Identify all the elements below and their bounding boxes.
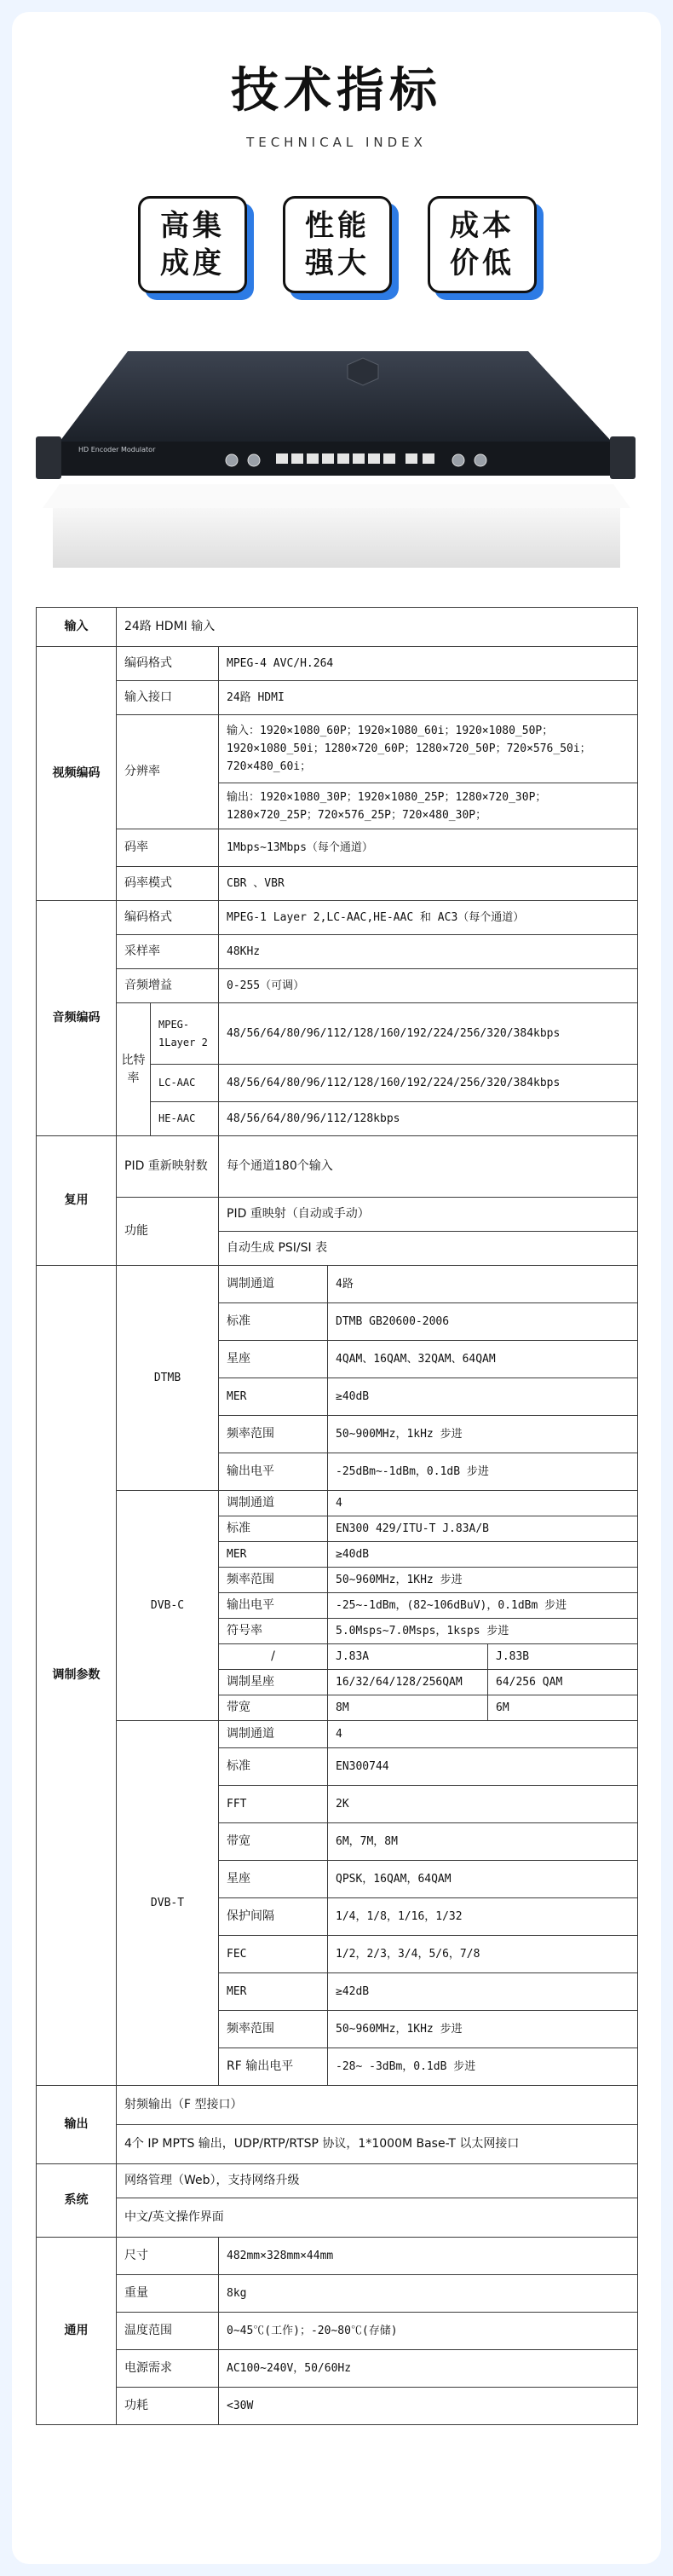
category-output: 输出: [37, 2086, 117, 2164]
label-cell: MER: [219, 1542, 328, 1568]
label-cell: 频率范围: [219, 1416, 328, 1453]
rack-ear-left: [36, 436, 61, 479]
value-cell: 6M，7M，8M: [328, 1823, 638, 1861]
label-cell: 输出电平: [219, 1453, 328, 1491]
value-cell: 50~960MHz，1KHz 步进: [328, 2011, 638, 2048]
table-row: [37, 608, 638, 647]
value-cell: 4: [328, 1721, 638, 1748]
table-row: [37, 681, 638, 715]
value-cell: 48/56/64/80/96/112/128kbps: [219, 1102, 638, 1136]
label-cell: 输出电平: [219, 1593, 328, 1619]
badge-label: 成本价低: [450, 209, 515, 280]
label-cell: 重量: [117, 2275, 219, 2313]
page-subtitle: TECHNICAL INDEX: [246, 135, 427, 150]
value-cell: 50~900MHz，1kHz 步进: [328, 1416, 638, 1453]
value-cell: 24路 HDMI 输入: [117, 608, 638, 647]
table-row: [37, 2198, 638, 2238]
value-cell: 1Mbps~13Mbps（每个通道）: [219, 829, 638, 867]
value-cell: 1/4，1/8，1/16，1/32: [328, 1898, 638, 1936]
label-cell: 标准: [219, 1303, 328, 1341]
value-cell: QPSK，16QAM，64QAM: [328, 1861, 638, 1898]
table-row: [37, 901, 638, 935]
page-title: 技术指标: [231, 63, 442, 118]
modulation-name: DVB-T: [117, 1721, 219, 2086]
power-connector-icon: [226, 454, 238, 466]
table-row: [37, 1721, 638, 1748]
value-cell: 482mm×328mm×44mm: [219, 2238, 638, 2275]
value-cell: AC100~240V，50/60Hz: [219, 2350, 638, 2388]
value-cell: 50~960MHz，1KHz 步进: [328, 1568, 638, 1593]
table-row: [37, 647, 638, 681]
device-photo: [34, 341, 639, 588]
plinth-front: [53, 508, 620, 568]
label-cell: 星座: [219, 1341, 328, 1378]
value-cell: 输入：1920×1080_60P；1920×1080_60i；1920×1080_50P；1920×1080_50i；1280×720_60P；1280×720_50P；720×576_50i；720×480_60i；: [219, 715, 638, 783]
value-cell: 8M: [328, 1695, 488, 1721]
category-general: 通用: [37, 2238, 117, 2425]
label-cell: FFT: [219, 1786, 328, 1823]
label-cell: 功耗: [117, 2388, 219, 2425]
label-cell: 符号率: [219, 1619, 328, 1644]
category-input: 输入: [37, 608, 117, 647]
value-cell: -25~-1dBm，(82~106dBuV)，0.1dBm 步进: [328, 1593, 638, 1619]
label-cell: LC-AAC: [151, 1065, 219, 1102]
label-cell: RF 输出电平: [219, 2048, 328, 2086]
category-system: 系统: [37, 2164, 117, 2238]
value-cell: 自动生成 PSI/SI 表: [219, 1232, 638, 1266]
value-cell: MPEG-1 Layer 2,LC-AAC,HE-AAC 和 AC3（每个通道）: [219, 901, 638, 935]
table-row: [37, 829, 638, 867]
label-cell: 电源需求: [117, 2350, 219, 2388]
label-cell: 频率范围: [219, 1568, 328, 1593]
table-row: [37, 867, 638, 901]
label-cell: 尺寸: [117, 2238, 219, 2275]
table-row: [37, 2086, 638, 2125]
badge-high-performance: [283, 196, 392, 293]
rf-connector-icon: [248, 454, 260, 466]
label-cell: HE-AAC: [151, 1102, 219, 1136]
badge-low-cost: [428, 196, 537, 293]
value-cell: 0~45℃(工作)；-20~80℃(存储): [219, 2313, 638, 2350]
label-cell: FEC: [219, 1936, 328, 1973]
value-cell: 2K: [328, 1786, 638, 1823]
value-cell: 5.0Msps~7.0Msps，1ksps 步进: [328, 1619, 638, 1644]
label-cell: 温度范围: [117, 2313, 219, 2350]
label-cell: 星座: [219, 1861, 328, 1898]
label-cell: 调制通道: [219, 1491, 328, 1516]
label-cell: 功能: [117, 1198, 219, 1266]
output-connector-icon: [475, 454, 486, 466]
ethernet-ports: [276, 453, 434, 464]
value-cell: 48/56/64/80/96/112/128/160/192/224/256/320/384kbps: [219, 1065, 638, 1102]
table-row: [37, 1491, 638, 1516]
label-cell: 带宽: [219, 1695, 328, 1721]
value-cell: MPEG-4 AVC/H.264: [219, 647, 638, 681]
badge-label: 高集成度: [160, 209, 225, 280]
table-row: [37, 1136, 638, 1198]
table-row: [37, 2275, 638, 2313]
label-cell: 调制通道: [219, 1721, 328, 1748]
value-cell: 8kg: [219, 2275, 638, 2313]
spec-table: [36, 607, 638, 2425]
value-cell: 48KHz: [219, 935, 638, 969]
value-cell: 6M: [488, 1695, 638, 1721]
table-row: [37, 2388, 638, 2425]
value-cell: 网络管理（Web），支持网络升级: [117, 2164, 638, 2198]
table-row: [37, 1198, 638, 1232]
table-row: [37, 2164, 638, 2198]
label-cell: 标准: [219, 1748, 328, 1786]
label-cell: 比特率: [117, 1003, 151, 1136]
value-cell: 64/256 QAM: [488, 1670, 638, 1695]
table-row: [37, 1266, 638, 1303]
rack-ear-right: [610, 436, 636, 479]
badge-high-integration: [138, 196, 247, 293]
label-cell: 码率模式: [117, 867, 219, 901]
label-cell: 编码格式: [117, 901, 219, 935]
output-connector-icon: [452, 454, 464, 466]
category-audio: 音频编码: [37, 901, 117, 1136]
table-row: [37, 935, 638, 969]
label-cell: 保护间隔: [219, 1898, 328, 1936]
label-cell: PID 重新映射数: [117, 1136, 219, 1198]
value-cell: J.83A: [328, 1644, 488, 1670]
table-row: [37, 2125, 638, 2164]
label-cell: MPEG-1Layer 2: [151, 1003, 219, 1065]
device-illustration: [34, 341, 639, 588]
plinth-top: [43, 484, 630, 508]
label-cell: 调制星座: [219, 1670, 328, 1695]
value-cell: 4路: [328, 1266, 638, 1303]
table-row: [37, 2350, 638, 2388]
label-cell: 调制通道: [219, 1266, 328, 1303]
value-cell: 输出：1920×1080_30P；1920×1080_25P；1280×720_30P；1280×720_25P；720×576_25P；720×480_30P；: [219, 783, 638, 829]
value-cell: DTMB GB20600-2006: [328, 1303, 638, 1341]
device-top: [60, 351, 612, 442]
label-cell: 输入接口: [117, 681, 219, 715]
label-cell: 标准: [219, 1516, 328, 1542]
device-label: HD Encoder Modulator: [78, 446, 156, 453]
category-mux: 复用: [37, 1136, 117, 1266]
value-cell: 16/32/64/128/256QAM: [328, 1670, 488, 1695]
value-cell: 4个 IP MPTS 输出，UDP/RTP/RTSP 协议，1*1000M Base-T 以太网接口: [117, 2125, 638, 2164]
label-cell: 带宽: [219, 1823, 328, 1861]
label-cell: MER: [219, 1973, 328, 2011]
value-cell: <30W: [219, 2388, 638, 2425]
category-modulation: 调制参数: [37, 1266, 117, 2086]
table-row: [37, 1003, 638, 1065]
label-cell: 码率: [117, 829, 219, 867]
table-row: [37, 715, 638, 783]
value-cell: 4QAM、16QAM、32QAM、64QAM: [328, 1341, 638, 1378]
badge-label: 性能强大: [305, 209, 370, 280]
value-cell: 0-255（可调）: [219, 969, 638, 1003]
label-cell: /: [219, 1644, 328, 1670]
value-cell: ≥40dB: [328, 1378, 638, 1416]
value-cell: -25dBm~-1dBm，0.1dB 步进: [328, 1453, 638, 1491]
value-cell: -28~ -3dBm，0.1dB 步进: [328, 2048, 638, 2086]
value-cell: 每个通道180个输入: [219, 1136, 638, 1198]
table-row: [37, 2313, 638, 2350]
value-cell: CBR 、VBR: [219, 867, 638, 901]
label-cell: 采样率: [117, 935, 219, 969]
table-row: [37, 2238, 638, 2275]
value-cell: 1/2，2/3，3/4，5/6，7/8: [328, 1936, 638, 1973]
modulation-name: DVB-C: [117, 1491, 219, 1721]
category-video: 视频编码: [37, 647, 117, 901]
value-cell: 射频输出（F 型接口）: [117, 2086, 638, 2125]
label-cell: 分辨率: [117, 715, 219, 829]
value-cell: 4: [328, 1491, 638, 1516]
value-cell: 48/56/64/80/96/112/128/160/192/224/256/320/384kbps: [219, 1003, 638, 1065]
modulation-name: DTMB: [117, 1266, 219, 1491]
value-cell: 24路 HDMI: [219, 681, 638, 715]
value-cell: EN300744: [328, 1748, 638, 1786]
value-cell: ≥42dB: [328, 1973, 638, 2011]
label-cell: 音频增益: [117, 969, 219, 1003]
label-cell: 编码格式: [117, 647, 219, 681]
label-cell: 频率范围: [219, 2011, 328, 2048]
table-row: [37, 969, 638, 1003]
value-cell: 中文/英文操作界面: [117, 2198, 638, 2238]
value-cell: PID 重映射（自动或手动）: [219, 1198, 638, 1232]
value-cell: ≥40dB: [328, 1542, 638, 1568]
label-cell: MER: [219, 1378, 328, 1416]
value-cell: EN300 429/ITU-T J.83A/B: [328, 1516, 638, 1542]
value-cell: J.83B: [488, 1644, 638, 1670]
